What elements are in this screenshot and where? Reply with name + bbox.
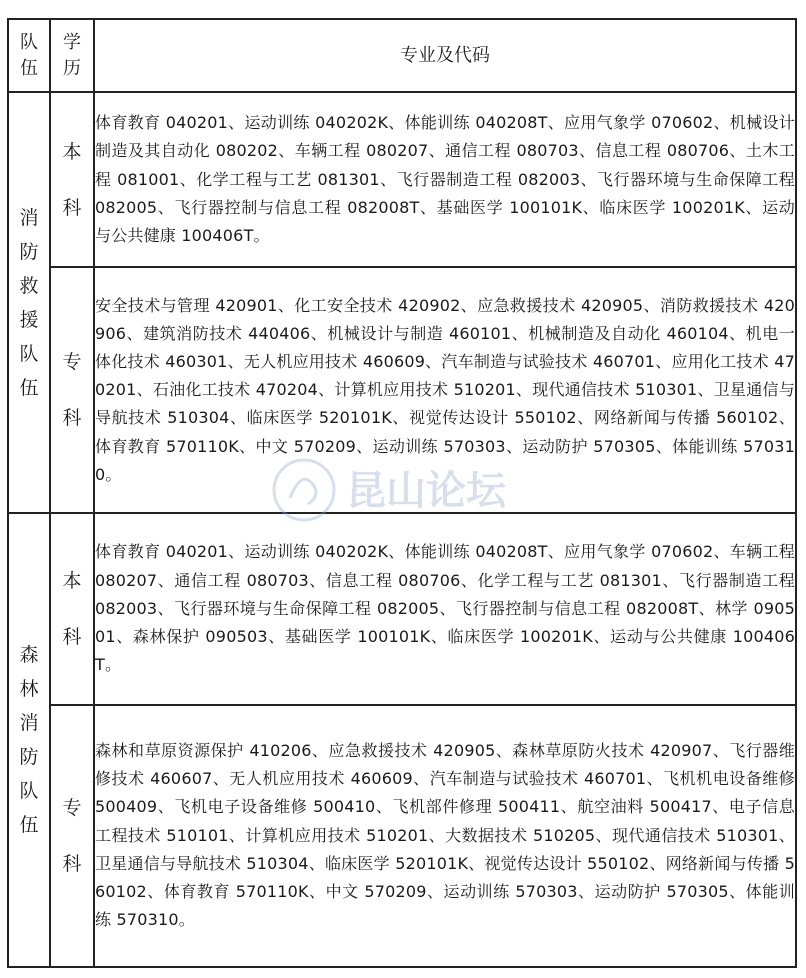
education-cell: 本科 [50, 92, 94, 267]
majors-cell: 安全技术与管理 420901、化工安全技术 420902、应急救援技术 420905、消防救援技术 420906、建筑消防技术 440406、机械设计与制造 460101、机械制造及自动化 460104、机电一体化技术 460301、无人机应用技术 460609、汽车制造与试验技术 460701、应用化工技术 470201、石油化工技术 470204、计算机应用技术 510201、现代通信技术 510301、卫星通信与导航技术 510304、临床医学 520101K、视觉传达设计 550102、网络新闻与传播 560102、体育教育 570110K、中文 570209、运动训练 570303、运动防护 570305、体能训练 570310。 [94, 267, 796, 513]
table-row [8, 705, 796, 967]
majors-cell: 森林和草原资源保护 410206、应急救援技术 420905、森林草原防火技术 420907、飞行器维修技术 460607、无人机应用技术 460609、汽车制造与试验技术 460701、飞机机电设备维修 500409、飞机电子设备维修 500410、飞机部件修理 500411、航空油料 500417、电子信息工程技术 510101、计算机应用技术 510201、大数据技术 510205、现代通信技术 510301、卫星通信与导航技术 510304、临床医学 520101K、视觉传达设计 550102、网络新闻与传播 560102、体育教育 570110K、中文 570209、运动训练 570303、运动防护 570305、体能训练 570310。 [94, 705, 796, 967]
header-majors: 专业及代码 [94, 19, 796, 92]
majors-cell: 体育教育 040201、运动训练 040202K、体能训练 040208T、应用气象学 070602、车辆工程 080207、通信工程 080703、信息工程 080706、化学工程与工艺 081301、飞行器制造工程 082003、飞行器环境与生命保障工程 082005、飞行器控制与信息工程 082008T、林学 090501、森林保护 090503、基础医学 100101K、临床医学 100201K、运动与公共健康 100406T。 [94, 513, 796, 704]
header-education: 学历 [50, 19, 94, 92]
majors-cell: 体育教育 040201、运动训练 040202K、体能训练 040208T、应用气象学 070602、机械设计制造及其自动化 080202、车辆工程 080207、通信工程 080703、信息工程 080706、土木工程 081001、化学工程与工艺 081301、飞行器制造工程 082003、飞行器环境与生命保障工程 082005、飞行器控制与信息工程 082008T、基础医学 100101K、临床医学 100201K、运动与公共健康 100406T。 [94, 92, 796, 267]
table-row [8, 267, 796, 513]
header-row [8, 19, 796, 92]
header-team: 队伍 [8, 19, 50, 92]
education-cell: 专科 [50, 267, 94, 513]
team-cell: 森林消防队伍 [8, 513, 50, 967]
majors-table [7, 18, 797, 968]
education-cell: 本科 [50, 513, 94, 704]
team-cell: 消防救援队伍 [8, 92, 50, 513]
table-row [8, 92, 796, 267]
table-row [8, 513, 796, 704]
education-cell: 专科 [50, 705, 94, 967]
watermark-text: 昆山论坛 [346, 468, 506, 514]
